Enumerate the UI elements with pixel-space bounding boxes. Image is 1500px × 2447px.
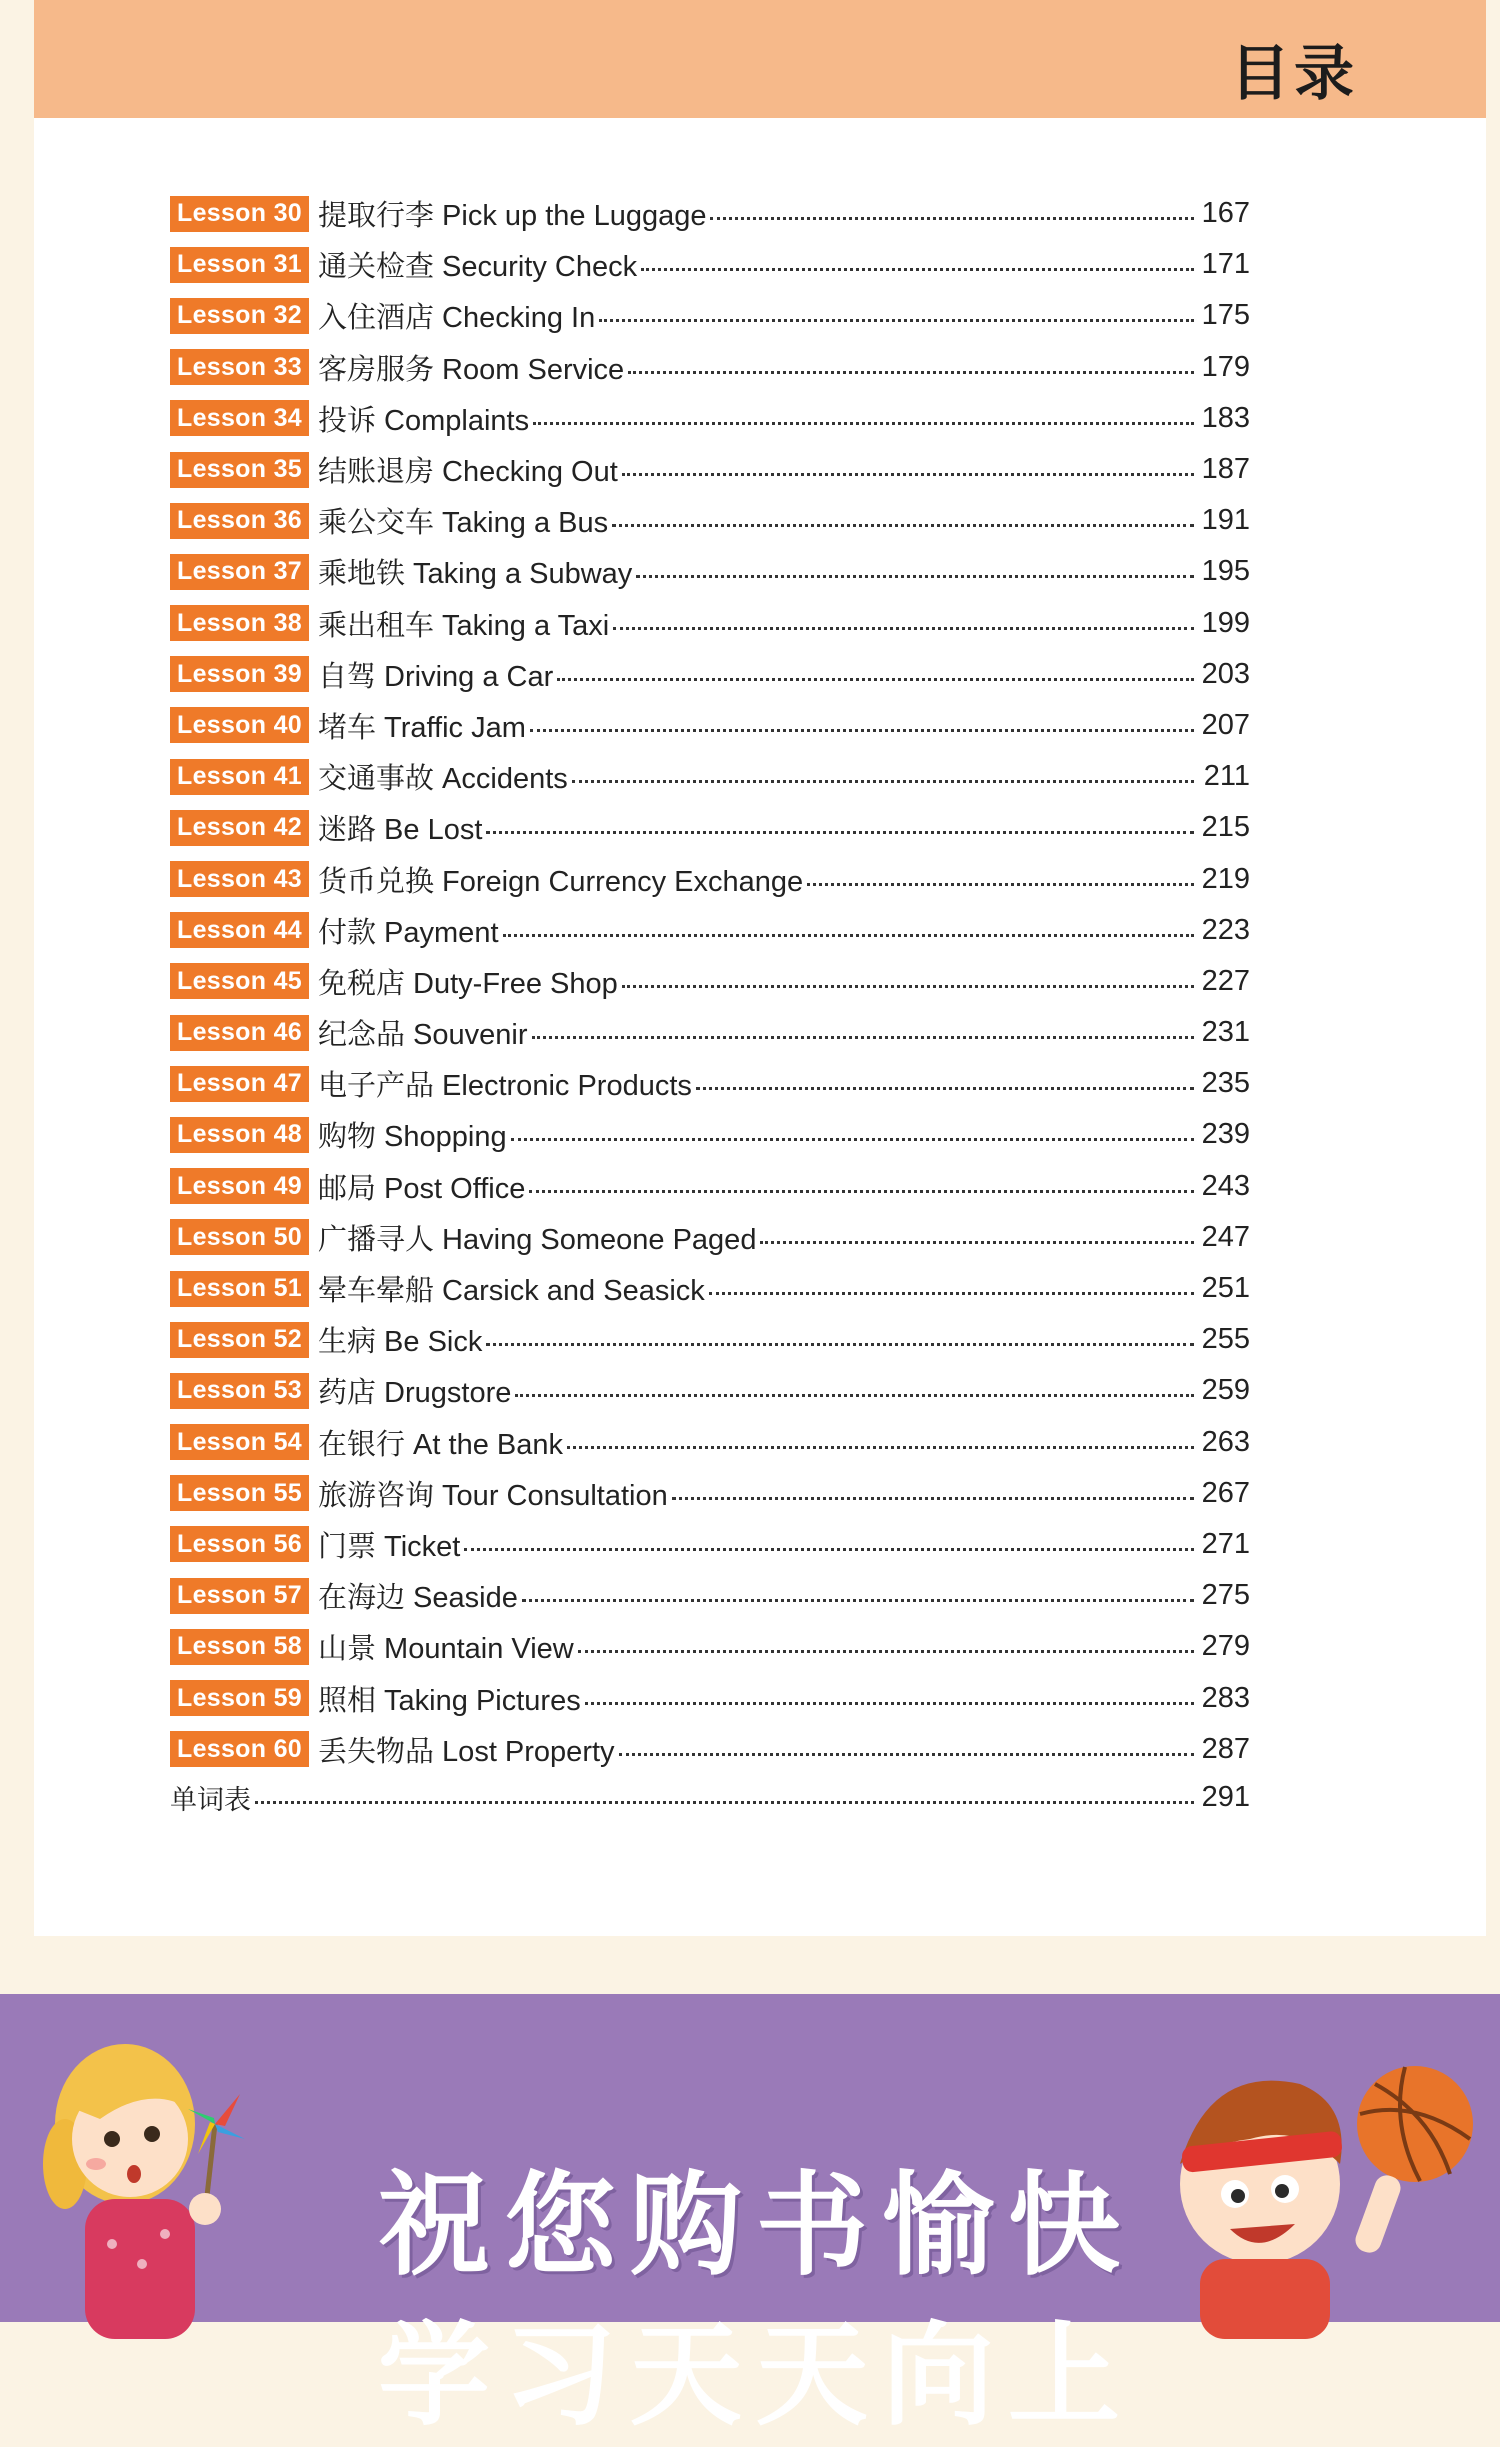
page-header <box>34 0 1486 118</box>
page-number: 207 <box>1201 708 1250 741</box>
lesson-title: 迷路 Be Lost <box>318 814 483 847</box>
page-title: 目录 <box>1230 39 1358 109</box>
toc-entry[interactable] <box>170 1519 1250 1570</box>
toc-entry[interactable] <box>170 1058 1250 1109</box>
lesson-badge: Lesson 32 <box>170 298 309 334</box>
lesson-title: 药店 Drugstore <box>318 1377 512 1410</box>
lesson-title: 邮局 Post Office <box>318 1172 526 1205</box>
leader-dots <box>612 522 1194 527</box>
lesson-title: 交通事故 Accidents <box>318 763 568 796</box>
lesson-badge: Lesson 46 <box>170 1015 309 1051</box>
lesson-badge: Lesson 55 <box>170 1475 309 1511</box>
toc-entry[interactable] <box>170 290 1250 341</box>
lesson-badge: Lesson 35 <box>170 452 309 488</box>
leader-dots <box>709 1290 1194 1295</box>
lesson-title: 投诉 Complaints <box>318 404 530 437</box>
page-number: 215 <box>1201 811 1250 844</box>
page-number: 287 <box>1201 1732 1250 1765</box>
toc-entry[interactable] <box>170 853 1250 904</box>
lesson-badge: Lesson 43 <box>170 861 309 897</box>
leader-dots <box>486 829 1194 834</box>
lesson-badge: Lesson 30 <box>170 196 309 232</box>
table-of-contents <box>170 188 1250 1821</box>
toc-entry[interactable] <box>170 1212 1250 1263</box>
lesson-title: 通关检查 Security Check <box>318 251 638 284</box>
toc-entry[interactable] <box>170 1007 1250 1058</box>
lesson-badge: Lesson 44 <box>170 912 309 948</box>
leader-dots <box>599 317 1194 322</box>
page-number: 235 <box>1201 1067 1250 1100</box>
lesson-badge: Lesson 51 <box>170 1271 309 1307</box>
leader-dots <box>696 1085 1194 1090</box>
lesson-title: 电子产品 Electronic Products <box>318 1070 692 1103</box>
lesson-badge: Lesson 60 <box>170 1731 309 1767</box>
leader-dots <box>464 1546 1194 1551</box>
toc-entry[interactable] <box>170 1570 1250 1621</box>
toc-vocab-entry[interactable] <box>170 1775 1250 1821</box>
toc-entry[interactable] <box>170 495 1250 546</box>
leader-dots <box>530 727 1194 732</box>
banner-greeting: 祝您购书愉快 <box>378 2161 1134 2291</box>
leader-dots <box>567 1444 1194 1449</box>
toc-entry[interactable] <box>170 1672 1250 1723</box>
page-number: 251 <box>1201 1272 1250 1305</box>
page-number: 227 <box>1201 964 1250 997</box>
page-number: 267 <box>1201 1476 1250 1509</box>
lesson-badge: Lesson 39 <box>170 656 309 692</box>
lesson-badge: Lesson 54 <box>170 1424 309 1460</box>
toc-vocab-title: 单词表 <box>170 1785 251 1816</box>
toc-entry[interactable] <box>170 393 1250 444</box>
lesson-badge: Lesson 59 <box>170 1680 309 1716</box>
page-number: 247 <box>1201 1220 1250 1253</box>
lesson-badge: Lesson 50 <box>170 1219 309 1255</box>
lesson-title: 购物 Shopping <box>318 1121 507 1154</box>
lesson-badge: Lesson 33 <box>170 349 309 385</box>
leader-dots <box>622 471 1194 476</box>
lesson-badge: Lesson 38 <box>170 605 309 641</box>
page-number: 171 <box>1201 248 1250 281</box>
toc-entry[interactable] <box>170 546 1250 597</box>
lesson-title: 客房服务 Room Service <box>318 353 625 386</box>
lesson-badge: Lesson 47 <box>170 1066 309 1102</box>
toc-entry[interactable] <box>170 1263 1250 1314</box>
toc-entry[interactable] <box>170 188 1250 239</box>
lesson-title: 乘公交车 Taking a Bus <box>318 507 609 540</box>
leader-dots <box>760 1239 1194 1244</box>
page-number: 199 <box>1201 606 1250 639</box>
lesson-badge: Lesson 52 <box>170 1322 309 1358</box>
page-number: 195 <box>1201 555 1250 588</box>
lesson-title: 广播寻人 Having Someone Paged <box>318 1223 757 1256</box>
leader-dots <box>533 420 1194 425</box>
toc-entry[interactable] <box>170 1365 1250 1416</box>
lesson-title: 山景 Mountain View <box>318 1633 574 1666</box>
toc-entry[interactable] <box>170 700 1250 751</box>
leader-dots <box>585 1700 1194 1705</box>
toc-entry[interactable] <box>170 239 1250 290</box>
toc-entry[interactable] <box>170 905 1250 956</box>
bottom-banner <box>0 1994 1500 2441</box>
toc-entry[interactable] <box>170 1161 1250 1212</box>
lesson-title: 乘地铁 Taking a Subway <box>318 558 633 591</box>
toc-vocab-page: 291 <box>1201 1781 1250 1814</box>
page-number: 255 <box>1201 1323 1250 1356</box>
lesson-title: 免税店 Duty-Free Shop <box>318 967 618 1000</box>
leader-dots <box>710 215 1194 220</box>
leader-dots <box>503 932 1195 937</box>
lesson-title: 晕车晕船 Carsick and Seasick <box>318 1275 705 1308</box>
lesson-title: 在银行 At the Bank <box>318 1428 563 1461</box>
leader-dots <box>557 676 1194 681</box>
girl-with-pinwheel-illustration <box>30 2014 330 2334</box>
toc-entry[interactable] <box>170 1468 1250 1519</box>
lesson-title: 付款 Payment <box>318 916 499 949</box>
lesson-title: 结账退房 Checking Out <box>318 456 618 489</box>
lesson-title: 货币兑换 Foreign Currency Exchange <box>318 865 804 898</box>
lesson-badge: Lesson 57 <box>170 1578 309 1614</box>
lesson-badge: Lesson 58 <box>170 1629 309 1665</box>
lesson-badge: Lesson 41 <box>170 759 309 795</box>
leader-dots <box>641 266 1194 271</box>
banner-subtext: 学习天天向上 <box>378 2311 1134 2441</box>
lesson-title: 门票 Ticket <box>318 1530 461 1563</box>
leader-dots <box>613 625 1194 630</box>
page-number: 243 <box>1201 1169 1250 1202</box>
page-number: 283 <box>1201 1681 1250 1714</box>
leader-dots <box>622 983 1194 988</box>
boy-with-basketball-illustration <box>1150 2044 1500 2334</box>
lesson-title: 丢失物品 Lost Property <box>318 1735 615 1768</box>
toc-entry[interactable] <box>170 956 1250 1007</box>
page-number: 275 <box>1201 1579 1250 1612</box>
page-number: 239 <box>1201 1118 1250 1151</box>
page-number: 271 <box>1201 1527 1250 1560</box>
page-number: 211 <box>1203 760 1250 793</box>
page-number: 187 <box>1201 453 1250 486</box>
lesson-title: 生病 Be Sick <box>318 1326 483 1359</box>
toc-entry[interactable] <box>170 1109 1250 1160</box>
lesson-badge: Lesson 48 <box>170 1117 309 1153</box>
lesson-badge: Lesson 36 <box>170 503 309 539</box>
leader-dots <box>636 573 1194 578</box>
lesson-badge: Lesson 42 <box>170 810 309 846</box>
lesson-badge: Lesson 45 <box>170 963 309 999</box>
page-number: 167 <box>1201 197 1250 230</box>
leader-dots <box>532 1034 1194 1039</box>
lesson-title: 旅游咨询 Tour Consultation <box>318 1479 668 1512</box>
lesson-badge: Lesson 40 <box>170 707 309 743</box>
page-number: 203 <box>1201 657 1250 690</box>
leader-dots <box>578 1648 1194 1653</box>
lesson-badge: Lesson 49 <box>170 1168 309 1204</box>
leader-dots <box>572 778 1194 783</box>
toc-entry[interactable] <box>170 751 1250 802</box>
page-number: 175 <box>1201 299 1250 332</box>
leader-dots <box>529 1188 1194 1193</box>
lesson-title: 提取行李 Pick up the Luggage <box>318 200 707 233</box>
toc-entry[interactable] <box>170 1314 1250 1365</box>
page-number: 259 <box>1201 1374 1250 1407</box>
toc-entry[interactable] <box>170 598 1250 649</box>
leader-dots <box>807 881 1194 886</box>
page-number: 183 <box>1201 401 1250 434</box>
leader-dots <box>511 1136 1194 1141</box>
page-number: 223 <box>1201 913 1250 946</box>
leader-dots <box>628 369 1194 374</box>
lesson-badge: Lesson 56 <box>170 1526 309 1562</box>
lesson-title: 自驾 Driving a Car <box>318 660 554 693</box>
page-number: 279 <box>1201 1630 1250 1663</box>
lesson-title: 堵车 Traffic Jam <box>318 711 526 744</box>
lesson-badge: Lesson 31 <box>170 247 309 283</box>
page-number: 219 <box>1201 862 1250 895</box>
lesson-badge: Lesson 53 <box>170 1373 309 1409</box>
page-number: 179 <box>1201 350 1250 383</box>
toc-entry[interactable] <box>170 649 1250 700</box>
lesson-title: 纪念品 Souvenir <box>318 1019 528 1052</box>
page-number: 263 <box>1201 1425 1250 1458</box>
leader-dots <box>672 1495 1194 1500</box>
toc-entry[interactable] <box>170 802 1250 853</box>
page-number: 231 <box>1201 1016 1250 1049</box>
leader-dots <box>486 1341 1194 1346</box>
lesson-badge: Lesson 34 <box>170 400 309 436</box>
toc-entry[interactable] <box>170 1724 1250 1775</box>
page-number: 191 <box>1201 504 1250 537</box>
leader-dots <box>515 1392 1194 1397</box>
leader-dots <box>255 1799 1194 1804</box>
lesson-title: 乘出租车 Taking a Taxi <box>318 609 610 642</box>
toc-entry[interactable] <box>170 444 1250 495</box>
leader-dots <box>619 1751 1194 1756</box>
toc-entry[interactable] <box>170 342 1250 393</box>
leader-dots <box>522 1597 1194 1602</box>
lesson-badge: Lesson 37 <box>170 554 309 590</box>
toc-entry[interactable] <box>170 1417 1250 1468</box>
toc-entry[interactable] <box>170 1621 1250 1672</box>
lesson-title: 照相 Taking Pictures <box>318 1684 581 1717</box>
lesson-title: 在海边 Seaside <box>318 1582 518 1615</box>
lesson-title: 入住酒店 Checking In <box>318 302 596 335</box>
